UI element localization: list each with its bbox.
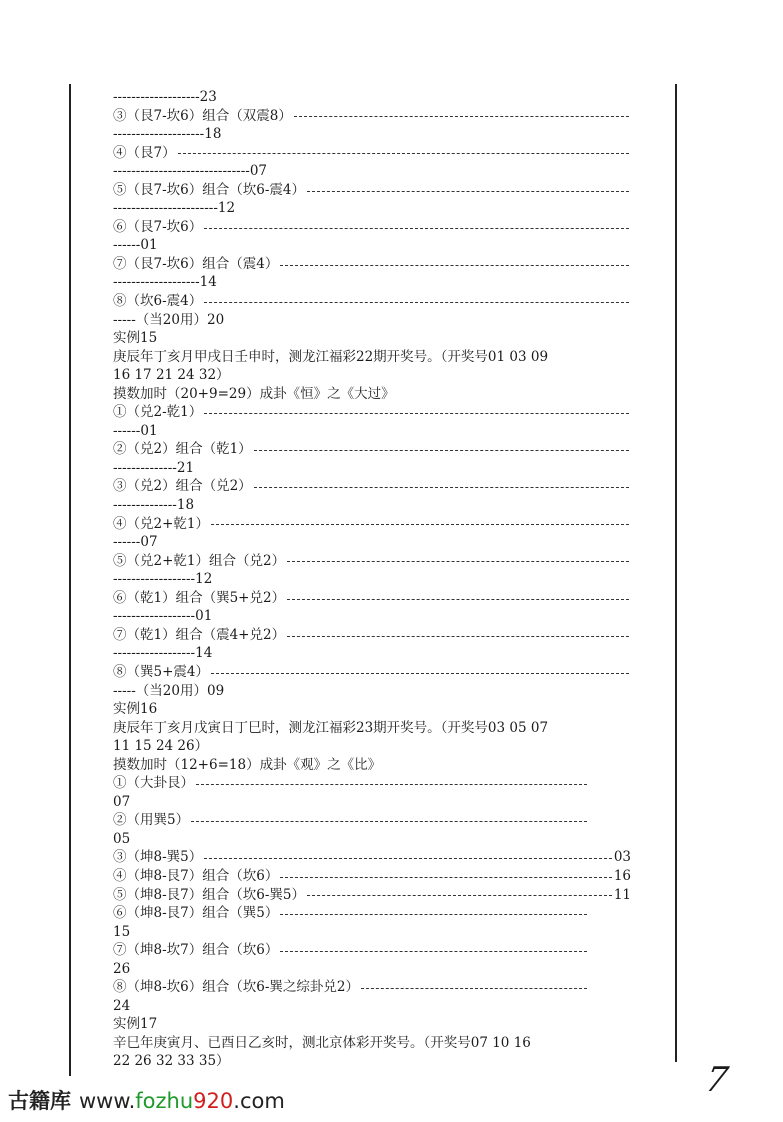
watermark-url-suffix: .com: [233, 1089, 285, 1113]
dashed-leader: [361, 988, 587, 989]
line-text: ②（用巽5）: [113, 812, 190, 829]
line-text: 庚辰年丁亥月甲戌日壬申时，测龙江福彩22期开奖号。（开奖号01 03 09: [113, 348, 549, 365]
right-margin-rule: [675, 84, 677, 1062]
line-text: 辛巳年庚寅月、已酉日乙亥时，测北京体彩开奖号。（开奖号07 10 16: [113, 1034, 531, 1051]
line-text: ④（坤8-艮7）组合（坎6）: [113, 867, 279, 884]
line-text: ⑥（坤8-艮7）组合（巽5）: [113, 905, 279, 922]
line-text: ①（大卦艮）: [113, 775, 194, 792]
line-text: ------------------------------07: [113, 163, 268, 180]
text-line: [113, 125, 631, 144]
text-line: [113, 403, 631, 422]
text-line: [113, 292, 631, 311]
text-line: [113, 440, 631, 459]
line-text: 实例16: [113, 701, 158, 718]
dashed-leader: [254, 487, 629, 488]
text-line: [113, 589, 631, 608]
watermark-site-name: 古籍库: [8, 1089, 71, 1113]
dashed-leader: [204, 302, 629, 303]
text-line: [113, 385, 631, 404]
line-text: 15: [113, 923, 131, 940]
line-text: 11 15 24 26）: [113, 738, 209, 755]
line-text: 实例15: [113, 330, 158, 347]
line-text: ②（兑2）组合（乾1）: [113, 441, 252, 458]
text-line: [113, 793, 631, 812]
line-text: ⑥（乾1）组合（巽5+兑2）: [113, 589, 286, 606]
text-line: [113, 644, 631, 663]
text-line: [113, 570, 631, 589]
dashed-leader: [178, 153, 629, 154]
dashed-leader: [280, 951, 587, 952]
line-text: 摸数加时（20+9=29）成卦《恒》之《大过》: [113, 385, 395, 402]
text-line: [113, 607, 631, 626]
line-text: --------------18: [113, 497, 195, 514]
line-text: ④（兑2+乾1）: [113, 515, 209, 532]
text-line: [113, 923, 631, 942]
line-text: ①（兑2-乾1）: [113, 404, 203, 421]
dashed-leader: [191, 821, 587, 822]
line-text: ⑤（坤8-艮7）组合（坎6-巽5）: [113, 886, 305, 903]
line-text: ------------------12: [113, 571, 213, 588]
line-text: ------01: [113, 237, 158, 254]
text-line: [113, 626, 631, 645]
line-text: 22 26 32 33 35）: [113, 1053, 230, 1070]
line-text: 庚辰年丁亥月戊寅日丁巳时，测龙江福彩23期开奖号。（开奖号03 05 07: [113, 719, 549, 736]
text-line: [113, 199, 631, 218]
line-text: 07: [113, 793, 131, 810]
text-line: [113, 756, 631, 775]
dashed-leader: [280, 914, 587, 915]
line-text: ⑧（巽5+震4）: [113, 663, 209, 680]
text-line: [113, 107, 631, 126]
line-text: ③（坤8-巽5）: [113, 849, 203, 866]
text-line: [113, 997, 631, 1016]
line-text: --------------21: [113, 459, 195, 476]
text-line: [113, 682, 631, 701]
line-text: 24: [113, 997, 131, 1014]
line-text: -------------------14: [113, 274, 217, 291]
page-number: 7: [702, 1060, 732, 1100]
dashed-leader: [254, 450, 629, 451]
text-line: [113, 348, 631, 367]
text-line: [113, 496, 631, 515]
text-line: [113, 830, 631, 849]
dashed-leader: [211, 673, 629, 674]
text-line: [113, 774, 589, 793]
dashed-leader: [307, 895, 612, 896]
line-text: ③（艮7-坎6）组合（双震8）: [113, 107, 292, 124]
text-line: [113, 1015, 631, 1034]
text-line: [113, 663, 631, 682]
line-text: ④（艮7）: [113, 144, 176, 161]
line-text: ⑤（艮7-坎6）组合（坎6-震4）: [113, 181, 305, 198]
text-line: [113, 515, 631, 534]
text-line: [113, 1034, 631, 1053]
line-text: -----------------------12: [113, 200, 236, 217]
watermark-url-red: 920: [193, 1089, 234, 1113]
text-line: [113, 255, 631, 274]
line-text: ⑤（兑2+乾1）组合（兑2）: [113, 552, 286, 569]
text-line: [113, 366, 631, 385]
line-text: 实例17: [113, 1016, 158, 1033]
text-line: [113, 811, 589, 830]
dashed-leader: [280, 265, 629, 266]
line-text: -------------------23: [113, 89, 217, 105]
dashed-leader: [204, 413, 629, 414]
line-text: ------01: [113, 422, 158, 439]
dashed-leader: [307, 191, 629, 192]
line-text: 16 17 21 24 32）: [113, 367, 230, 384]
line-text: ③（兑2）组合（兑2）: [113, 478, 252, 495]
dashed-leader: [294, 116, 629, 117]
dashed-leader: [280, 877, 611, 878]
dashed-leader: [204, 228, 629, 229]
text-line: [113, 978, 589, 997]
line-end-number: 03: [613, 849, 631, 866]
line-text: -----（当20用）09: [113, 682, 225, 699]
line-text: ⑧（坎6-震4）: [113, 293, 203, 310]
text-line: [113, 477, 631, 496]
line-text: ------07: [113, 534, 158, 551]
line-text: 摸数加时（12+6=18）成卦《观》之《比》: [113, 756, 382, 773]
dashed-leader: [204, 858, 612, 859]
line-text: ------------------14: [113, 645, 213, 662]
text-line: [113, 88, 631, 107]
text-line: [113, 867, 631, 886]
watermark-url-green: fozhu: [135, 1089, 194, 1113]
dashed-leader: [287, 636, 629, 637]
document-body: [113, 88, 631, 1071]
text-line: [113, 533, 631, 552]
line-text: ⑧（坤8-坎6）组合（坎6-巽之综卦兑2）: [113, 979, 359, 996]
dashed-leader: [287, 561, 629, 562]
line-end-number: 16: [613, 867, 631, 884]
text-line: [113, 941, 589, 960]
text-line: [113, 700, 631, 719]
text-line: [113, 236, 631, 255]
text-line: [113, 181, 631, 200]
line-text: ------------------01: [113, 608, 213, 625]
watermark-url-prefix: www.: [79, 1089, 136, 1113]
line-text: --------------------18: [113, 126, 222, 143]
dashed-leader: [211, 524, 629, 525]
line-text: ⑥（艮7-坎6）: [113, 218, 203, 235]
line-text: ⑦（艮7-坎6）组合（震4）: [113, 255, 279, 272]
line-text: 05: [113, 830, 131, 847]
line-text: ⑦（坤8-坎7）组合（坎6）: [113, 942, 279, 959]
dashed-leader: [196, 784, 587, 785]
text-line: [113, 886, 631, 905]
text-line: [113, 960, 631, 979]
text-line: [113, 459, 631, 478]
line-end-number: 11: [613, 886, 631, 903]
line-text: 26: [113, 960, 131, 977]
line-text: ⑦（乾1）组合（震4+兑2）: [113, 626, 286, 643]
text-line: [113, 719, 631, 738]
watermark: [8, 1085, 285, 1115]
dashed-leader: [287, 599, 629, 600]
text-line: [113, 422, 631, 441]
text-line: [113, 904, 589, 923]
text-line: [113, 273, 631, 292]
text-line: [113, 1052, 631, 1071]
text-line: [113, 848, 631, 867]
text-line: [113, 144, 631, 163]
line-text: -----（当20用）20: [113, 311, 225, 328]
text-line: [113, 737, 631, 756]
left-margin-rule: [69, 84, 71, 1076]
text-line: [113, 218, 631, 237]
text-line: [113, 329, 631, 348]
text-line: [113, 162, 631, 181]
text-line: [113, 552, 631, 571]
text-line: [113, 311, 631, 330]
